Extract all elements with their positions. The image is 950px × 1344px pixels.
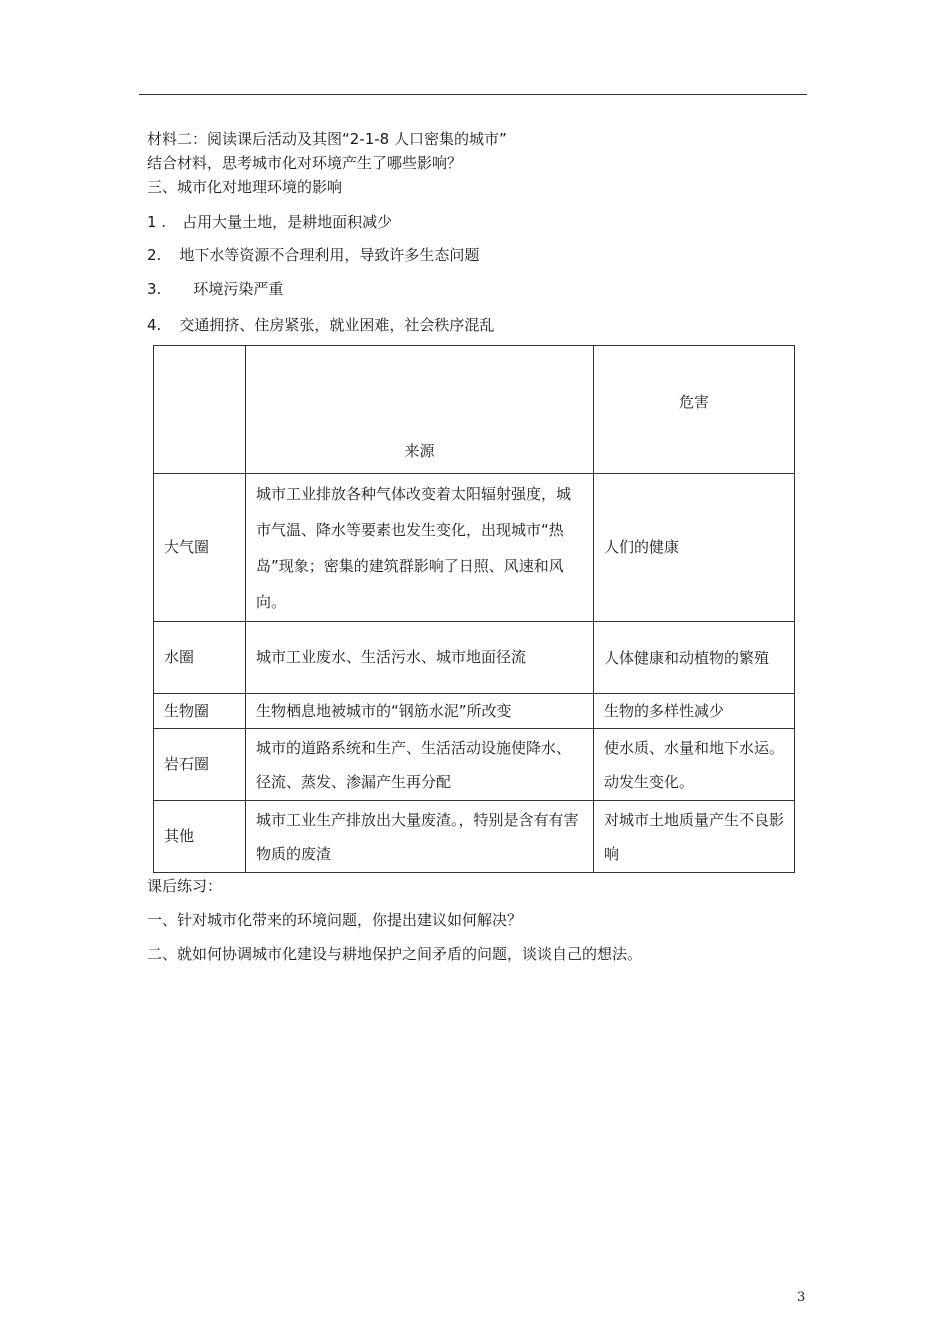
table-row bbox=[154, 801, 795, 873]
table-header-row bbox=[154, 346, 795, 474]
source-cell: 城市工业废水、生活污水、城市地面径流 bbox=[246, 622, 594, 694]
point-4 bbox=[147, 315, 494, 335]
point-1 bbox=[147, 212, 392, 232]
harm-cell: 对城市土地质量产生不良影响 bbox=[594, 801, 795, 873]
source-cell: 生物栖息地被城市的“钢筋水泥”所改变 bbox=[246, 694, 594, 729]
table-row bbox=[154, 694, 795, 729]
point-number: 3. bbox=[147, 280, 162, 298]
point-number: 1 . bbox=[147, 213, 167, 231]
point-text: 占用大量土地，是耕地面积减少 bbox=[182, 213, 393, 231]
point-text: 地下水等资源不合理利用，导致许多生态问题 bbox=[179, 246, 480, 264]
question-line: 结合材料，思考城市化对环境产生了哪些影响？ bbox=[147, 154, 463, 172]
sphere-cell: 生物圈 bbox=[154, 694, 246, 729]
harm-cell: 使水质、水量和地下水运。动发生变化。 bbox=[594, 729, 795, 801]
exercise-question-1: 一、针对城市化带来的环境问题，你提出建议如何解决？ bbox=[147, 911, 523, 929]
source-cell: 城市工业生产排放出大量废渣。，特别是含有有害物质的废渣 bbox=[246, 801, 594, 873]
environment-impact-table bbox=[153, 345, 795, 873]
point-2 bbox=[147, 245, 479, 265]
source-cell: 城市的道路系统和生产、生活活动设施使降水、径流、蒸发、渗漏产生再分配 bbox=[246, 729, 594, 801]
exercise-question-2: 二、就如何协调城市化建设与耕地保护之间矛盾的问题，谈谈自己的想法。 bbox=[147, 945, 643, 963]
header-blank-cell bbox=[154, 346, 246, 474]
table-row bbox=[154, 474, 795, 622]
material-two-line: 材料二：阅读课后活动及其图“2-1-8 人口密集的城市” bbox=[147, 130, 507, 148]
page-number: 3 bbox=[797, 1290, 806, 1305]
sphere-cell: 岩石圈 bbox=[154, 729, 246, 801]
source-cell: 城市工业排放各种气体改变着太阳辐射强度，城市气温、降水等要素也发生变化，出现城市“热岛”现象；密集的建筑群影响了日照、风速和风向。 bbox=[246, 474, 594, 622]
table-row bbox=[154, 622, 795, 694]
harm-cell: 生物的多样性减少 bbox=[594, 694, 795, 729]
point-text: 交通拥挤、住房紧张，就业困难，社会秩序混乱 bbox=[179, 316, 495, 334]
point-number: 4. bbox=[147, 316, 162, 334]
harm-cell: 人体健康和动植物的繁殖 bbox=[594, 622, 795, 694]
header-rule bbox=[139, 94, 807, 95]
exercises-title: 课后练习： bbox=[147, 877, 223, 895]
point-number: 2. bbox=[147, 246, 162, 264]
section-three-heading: 三、城市化对地理环境的影响 bbox=[147, 178, 343, 196]
point-text: 环境污染严重 bbox=[193, 280, 284, 298]
sphere-cell: 水圈 bbox=[154, 622, 246, 694]
header-harm-cell: 危害 bbox=[594, 346, 795, 474]
sphere-cell: 其他 bbox=[154, 801, 246, 873]
sphere-cell: 大气圈 bbox=[154, 474, 246, 622]
point-3 bbox=[147, 279, 283, 299]
harm-cell: 人们的健康 bbox=[594, 474, 795, 622]
header-source-cell: 来源 bbox=[246, 346, 594, 474]
table-row bbox=[154, 729, 795, 801]
